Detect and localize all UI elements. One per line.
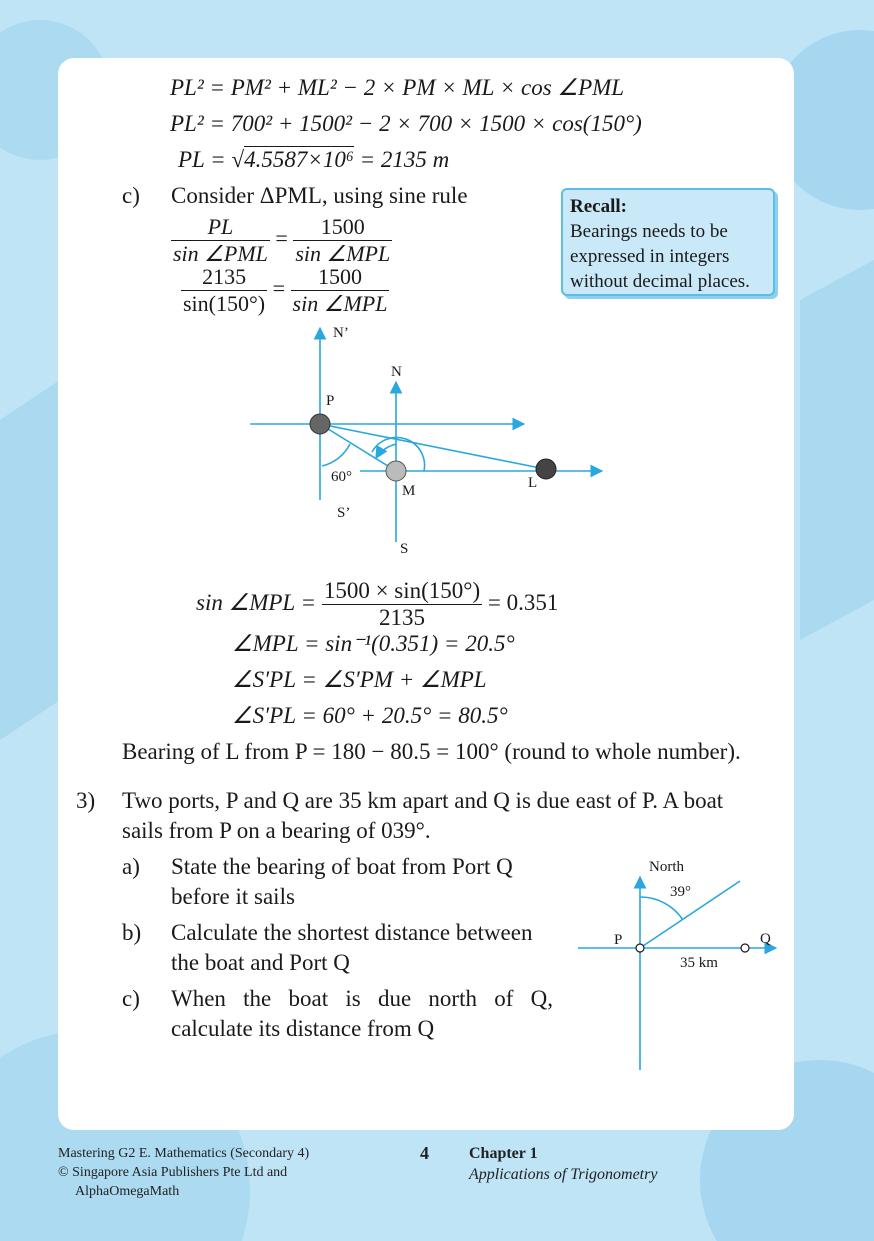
part-b-line-1: Calculate the shortest distance between (171, 920, 533, 945)
label-q: Q (760, 931, 771, 947)
sine-mpl-equation: sin ∠MPL = $\frac{1500 \times \sin(150^\circ)}{2135}$ = 0.351 (196, 578, 559, 630)
angle-mpl-result: ∠MPL = sin⁻¹(0.351) = 20.5° (232, 631, 515, 656)
angle-spl-expression: ∠S′PL = ∠S′PM + ∠MPL (232, 667, 487, 692)
point-q (741, 944, 749, 952)
label-p: P (326, 393, 335, 409)
footer-book-title: Mastering G2 E. Mathematics (Secondary 4) (58, 1146, 310, 1161)
equation-cosine-rule: PL² = PM² + ML² − 2 × PM × ML × cos ∠PML (170, 75, 625, 100)
part-c-label: c) (122, 183, 140, 208)
angle-spl-result: ∠S′PL = 60° + 20.5° = 80.5° (232, 703, 508, 728)
point-p2 (636, 944, 644, 952)
label-distance: 35 km (680, 955, 718, 971)
bearing-conclusion: Bearing of L from P = 180 − 80.5 = 100° (round to whole number). (122, 739, 741, 764)
sine-rule-fraction-2: $\frac{2135}{\sin(150^\circ)}$ = $\frac{1500}{\text{sin ∠MPL}}$ (183, 264, 388, 316)
part-b-label: b) (122, 920, 142, 945)
footer-copyright-1: © Singapore Asia Publishers Pte Ltd and (58, 1165, 288, 1180)
part-c-text: Consider ΔPML, using sine rule (171, 183, 468, 208)
recall-line-3: without decimal places. (570, 271, 750, 292)
part-a-line-1: State the bearing of boat from Port Q (171, 854, 513, 879)
label-l: L (528, 475, 538, 491)
question-3-intro-line-1: Two ports, P and Q are 35 km apart and Q is due east of P. A boat (122, 788, 724, 813)
label-n: N (391, 364, 402, 380)
question-3-intro-line-2: sails from P on a bearing of 039°. (122, 818, 431, 843)
part-c3-line-2: calculate its distance from Q (171, 1016, 435, 1041)
part-a-label: a) (122, 854, 140, 879)
label-angle-60: 60° (331, 469, 352, 485)
question-3-number: 3) (76, 788, 96, 813)
chapter-title: Applications of Trigonometry (469, 1166, 658, 1183)
label-north: North (649, 859, 684, 875)
part-a-line-2: before it sails (171, 884, 295, 909)
label-angle-39: 39° (670, 884, 691, 900)
footer-copyright-2: AlphaOmegaMath (75, 1184, 180, 1199)
angle-arc-39 (640, 897, 683, 920)
label-s: S (400, 541, 409, 557)
part-c3-line-1: When the boat is due north of Q, (171, 986, 553, 1011)
radicand: 4.5587×10⁶ (244, 147, 354, 172)
page-number: 4 (420, 1143, 429, 1163)
label-s-prime: S’ (337, 505, 351, 521)
label-p2: P (614, 932, 623, 948)
part-c3-label: c) (122, 986, 140, 1011)
label-n-prime: N’ (333, 325, 349, 341)
equation-result: PL = √4.5587×10⁶ = 2135 m (178, 147, 450, 172)
label-m: M (402, 483, 416, 499)
sine-rule-fraction-1: $\frac{PL}{\text{sin ∠PML}}$ = $\frac{1500}{\text{sin ∠MPL}}$ (173, 214, 391, 266)
recall-title: Recall: (570, 196, 627, 217)
recall-line-2: expressed in integers (570, 246, 730, 267)
recall-line-1: Bearings needs to be (570, 221, 728, 242)
equation-substitution: PL² = 700² + 1500² − 2 × 700 × 1500 × cos(150°) (170, 111, 642, 136)
chapter-label: Chapter 1 (469, 1145, 538, 1162)
part-b-line-2: the boat and Port Q (171, 950, 350, 975)
sqrt-symbol: √ (231, 147, 245, 172)
